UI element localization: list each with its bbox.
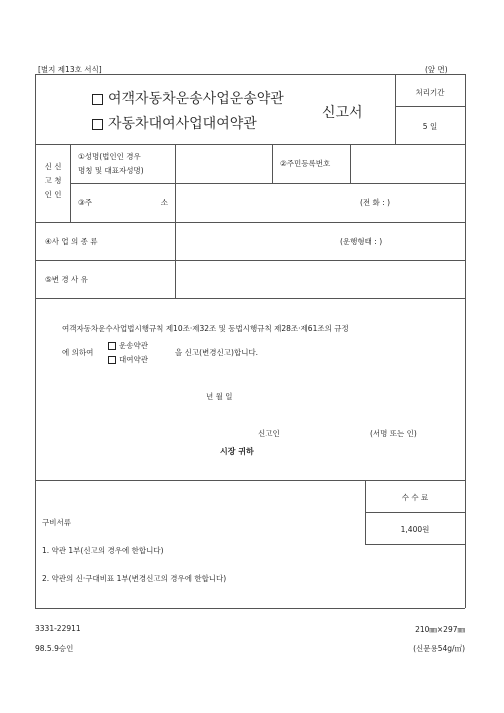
checkbox-icon <box>92 94 103 105</box>
applicant-side-label: 신 신 고 청 인 인 <box>44 162 62 199</box>
statement-line-2-suffix: 을 신고(변경신고)합니다. <box>175 348 259 357</box>
change-reason-label: ⑤변 경 사 유 <box>45 275 88 284</box>
form-code: 3331-22911 <box>35 624 81 633</box>
processing-period-value: 5 일 <box>422 122 438 131</box>
applicant-name-field[interactable] <box>290 424 365 438</box>
fee-label: 수 수 료 <box>401 493 429 502</box>
address-label: ③주 소 <box>78 198 168 207</box>
paper-type: (신문용54g/㎡) <box>413 644 465 653</box>
form-number: [별지 제13호 서식] <box>38 65 102 74</box>
option-b[interactable]: 대여약관 <box>108 353 148 367</box>
reg-no-label: ②주민등록번호 <box>280 159 331 168</box>
fee-value: 1,400원 <box>400 525 430 534</box>
checkbox-icon <box>108 356 116 364</box>
document-type: 신고서 <box>322 105 363 121</box>
option-rental-terms[interactable]: 자동차대여사업대여약관 <box>92 113 257 133</box>
approval-date: 98.5.9승인 <box>35 644 74 653</box>
option-transport-terms[interactable]: 여객자동차운송사업운송약관 <box>92 88 284 108</box>
change-reason-field[interactable] <box>176 261 464 297</box>
paper-size: 210㎜×297㎜ <box>415 625 465 634</box>
address-field[interactable] <box>176 184 464 221</box>
signature-label: (서명 또는 인) <box>370 429 417 438</box>
required-docs-title: 구비서류 <box>42 518 71 527</box>
name-field[interactable] <box>176 145 271 182</box>
operation-type-label: (운행형태 : ) <box>340 237 383 246</box>
page-side: (앞 면) <box>425 65 448 74</box>
name-label: ①성명(법인인 경우 명칭 및 대표자성명) <box>78 152 144 175</box>
reg-no-field[interactable] <box>351 145 464 182</box>
processing-period-label: 처리기간 <box>415 88 445 97</box>
phone-label: (전 화 : ) <box>360 198 391 207</box>
addressee: 시장 귀하 <box>220 447 254 456</box>
business-type-label: ④사 업 의 종 류 <box>45 237 98 246</box>
checkbox-icon <box>92 119 103 130</box>
applicant-label: 신고인 <box>258 429 280 438</box>
statement-line-1: 여객자동차운수사업법시행규칙 제10조·제32조 및 동법시행규칙 제28조·제61조의 규정 <box>62 324 349 333</box>
date-line: 년 월 일 <box>206 392 233 401</box>
required-doc-1: 1. 약관 1부(신고의 경우에 한합니다) <box>42 546 164 555</box>
statement-line-2-prefix: 에 의하여 <box>62 348 94 357</box>
terms-options <box>108 339 148 367</box>
required-doc-2: 2. 약관의 신·구대비표 1부(변경신고의 경우에 한합니다) <box>42 574 227 583</box>
option-a[interactable]: 운송약관 <box>108 339 148 353</box>
checkbox-icon <box>108 342 116 350</box>
business-type-field[interactable] <box>176 223 464 259</box>
